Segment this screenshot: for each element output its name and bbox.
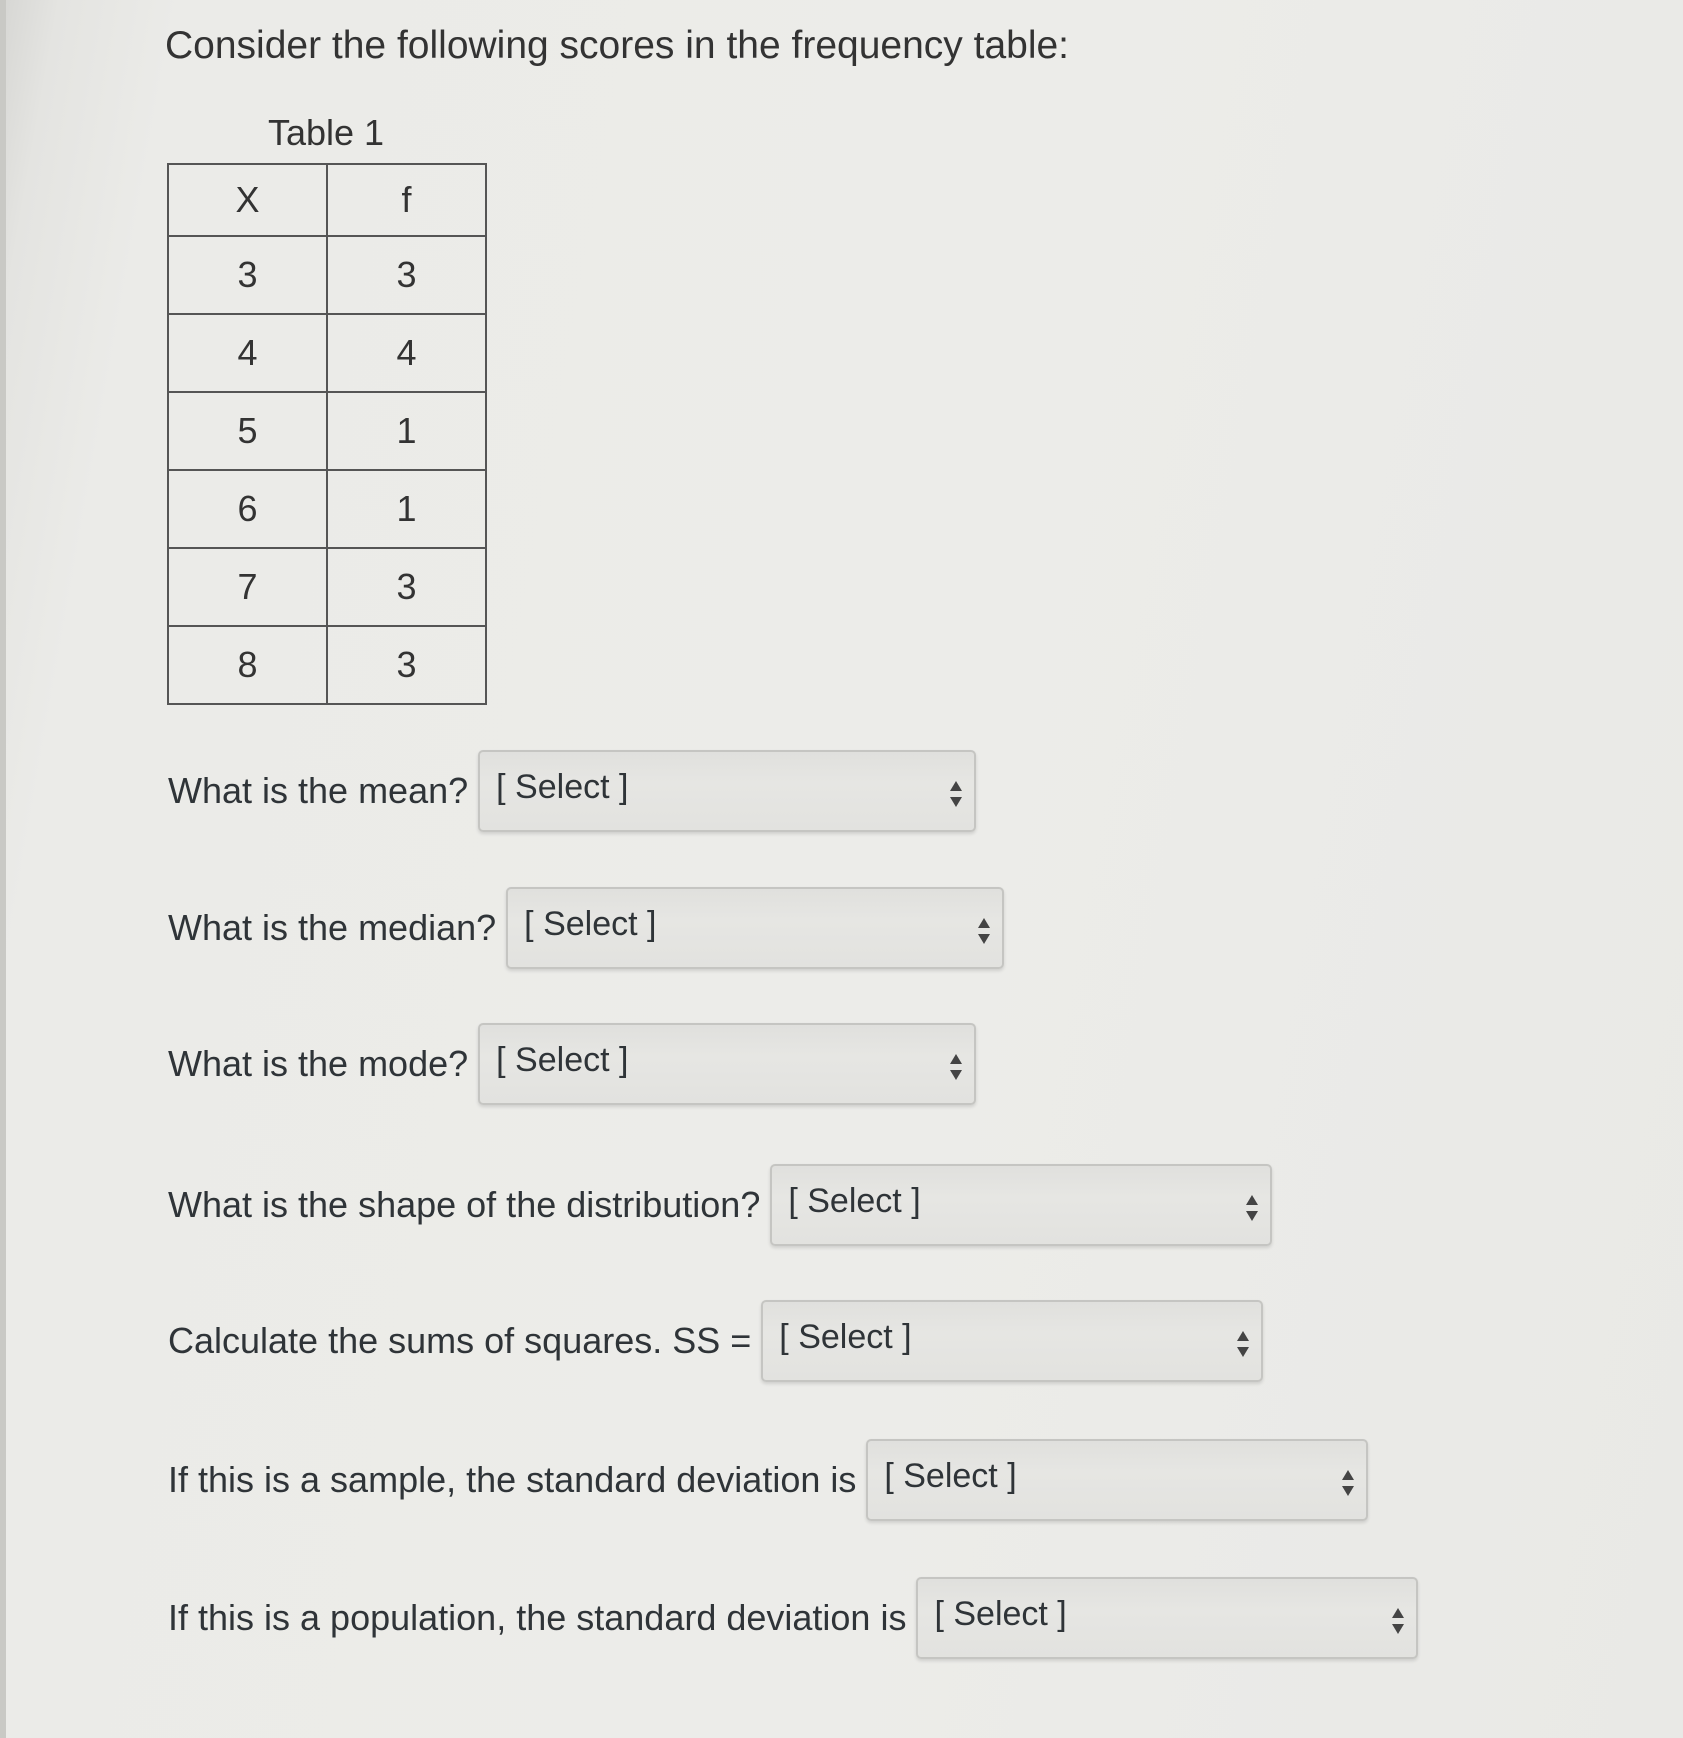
table-row	[168, 548, 486, 626]
updown-arrows-icon	[1390, 1605, 1406, 1637]
question-prompt: Consider the following scores in the frequency table:	[165, 24, 1070, 67]
table-row	[168, 392, 486, 470]
question-median	[168, 887, 1004, 969]
question-sample-sd-label: If this is a sample, the standard deviation is	[168, 1459, 857, 1500]
column-header-f: f	[327, 164, 486, 236]
frequency-table	[167, 163, 487, 705]
sample-sd-select-value: [ Select ]	[884, 1457, 1017, 1495]
table-cell-f: 3	[327, 548, 486, 626]
table-header-row	[168, 164, 486, 236]
table-cell-x: 3	[168, 236, 327, 314]
question-sample-sd	[168, 1439, 1368, 1521]
table-row	[168, 470, 486, 548]
question-mean	[168, 750, 976, 832]
updown-arrows-icon	[976, 915, 992, 947]
ss-select-value: [ Select ]	[779, 1318, 912, 1356]
table-cell-x: 7	[168, 548, 327, 626]
mode-select[interactable]	[478, 1023, 976, 1105]
table-cell-x: 8	[168, 626, 327, 704]
question-mode	[168, 1023, 976, 1105]
table-cell-x: 6	[168, 470, 327, 548]
table-row	[168, 314, 486, 392]
median-select[interactable]	[506, 887, 1004, 969]
column-header-x: X	[168, 164, 327, 236]
question-shape	[168, 1164, 1272, 1246]
population-sd-select-value: [ Select ]	[934, 1595, 1067, 1633]
shape-select[interactable]	[770, 1164, 1272, 1246]
table-caption: Table 1	[267, 112, 385, 153]
median-select-value: [ Select ]	[524, 905, 657, 943]
question-ss	[168, 1300, 1263, 1382]
question-shape-label: What is the shape of the distribution?	[168, 1184, 761, 1225]
question-median-label: What is the median?	[168, 907, 497, 948]
updown-arrows-icon	[1340, 1467, 1356, 1499]
window-edge	[0, 0, 6, 1738]
mean-select[interactable]	[478, 750, 976, 832]
table-cell-f: 3	[327, 626, 486, 704]
table-cell-f: 3	[327, 236, 486, 314]
shape-select-value: [ Select ]	[788, 1182, 921, 1220]
ss-select[interactable]	[761, 1300, 1263, 1382]
population-sd-select[interactable]	[916, 1577, 1418, 1659]
mean-select-value: [ Select ]	[496, 768, 629, 806]
table-cell-f: 4	[327, 314, 486, 392]
question-ss-label: Calculate the sums of squares. SS =	[168, 1320, 752, 1361]
table-row	[168, 236, 486, 314]
question-population-sd	[168, 1577, 1418, 1659]
sample-sd-select[interactable]	[866, 1439, 1368, 1521]
updown-arrows-icon	[1235, 1328, 1251, 1360]
question-mode-label: What is the mode?	[168, 1043, 469, 1084]
table-cell-f: 1	[327, 470, 486, 548]
question-mean-label: What is the mean?	[168, 770, 469, 811]
table-cell-f: 1	[327, 392, 486, 470]
updown-arrows-icon	[948, 1051, 964, 1083]
table-row	[168, 626, 486, 704]
question-population-sd-label: If this is a population, the standard deviation is	[168, 1597, 907, 1638]
updown-arrows-icon	[948, 778, 964, 810]
updown-arrows-icon	[1244, 1192, 1260, 1224]
mode-select-value: [ Select ]	[496, 1041, 629, 1079]
table-cell-x: 5	[168, 392, 327, 470]
table-cell-x: 4	[168, 314, 327, 392]
